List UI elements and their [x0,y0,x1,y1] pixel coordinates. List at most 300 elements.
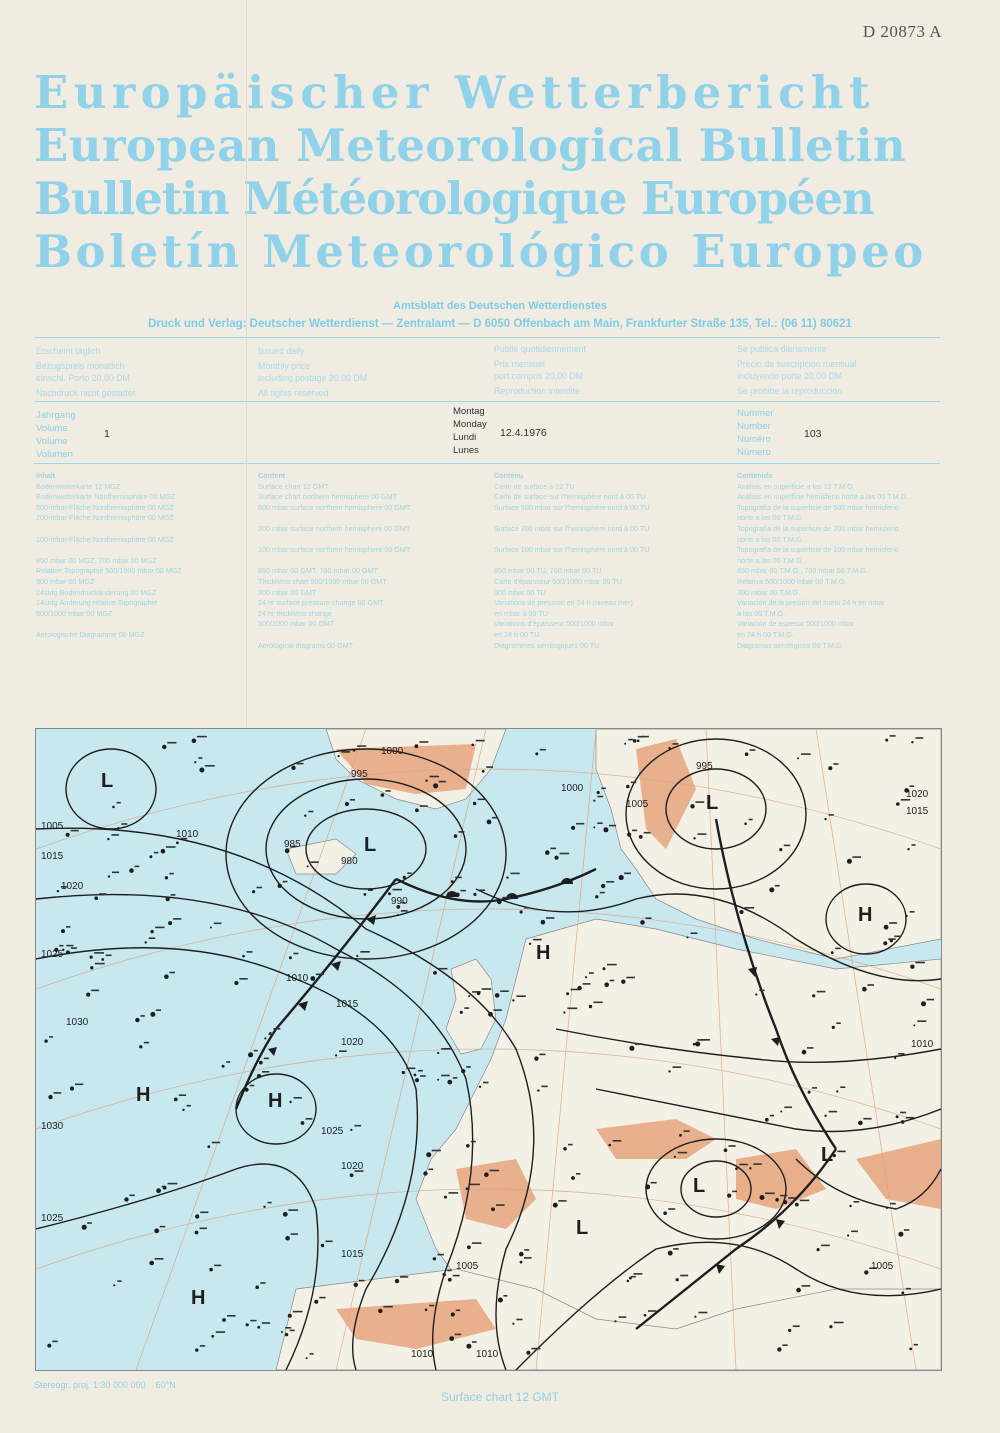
station-dot [112,806,115,809]
station-data-mark [492,817,497,819]
station-data-mark [668,1208,675,1210]
station-dot [571,1176,575,1180]
volume-value: 1 [104,428,110,440]
station-dot [192,739,197,744]
station-data-mark [910,911,915,913]
title-french: Bulletin Météorologique Européen [34,172,874,225]
station-dot [817,1248,820,1251]
low-pressure-label: L [101,770,114,792]
station-data-mark [200,1228,208,1230]
station-dot [210,927,212,929]
station-data-mark [812,1087,817,1089]
station-dot [679,1134,682,1137]
station-data-mark [200,1212,208,1214]
station-dot [257,1074,261,1078]
station-dot [506,876,508,878]
station-dot [281,1331,283,1333]
station-dot [449,1336,454,1341]
station-dot [629,1046,634,1051]
station-data-mark [631,1276,636,1278]
station-data-mark [419,741,428,743]
station-data-mark [500,990,509,992]
station-data-mark [297,763,304,765]
station-dot [156,1188,161,1193]
station-data-mark [680,1275,688,1277]
station-data-mark [66,945,73,947]
station-dot [94,896,98,900]
station-dot [849,1205,851,1207]
station-data-mark [383,1306,393,1308]
divider [34,463,940,464]
low-pressure-label: L [364,834,377,856]
station-dot [263,1206,265,1208]
station-dot [108,875,110,877]
station-data-mark [646,917,652,919]
station-dot [812,994,815,997]
station-data-mark [250,1320,256,1322]
station-dot [693,1043,696,1046]
station-data-mark [793,1325,800,1327]
station-data-mark [775,885,780,887]
station-dot [415,1078,419,1082]
station-data-mark [268,1033,273,1035]
station-data-mark [420,805,428,807]
station-dot [537,1089,539,1091]
station-dot [90,966,93,969]
station-dot [905,915,907,917]
station-dot [608,1144,611,1147]
station-dot [195,1348,198,1351]
station-data-mark [173,918,181,920]
station-dot [388,892,391,895]
station-dot [788,1329,791,1332]
station-dot [645,1184,650,1189]
station-data-mark [898,1053,904,1055]
station-data-mark [407,872,411,874]
station-data-mark [817,991,826,993]
station-data-mark [99,893,106,895]
station-dot [886,1207,888,1209]
station-data-mark [894,936,901,938]
station-dot [802,1050,807,1055]
station-data-mark [294,1097,302,1099]
station-data-mark [250,1085,255,1087]
station-data-mark [852,856,861,858]
station-dot [154,1228,159,1233]
station-data-mark [239,978,247,980]
station-dot [255,1285,259,1289]
station-data-mark [106,955,112,957]
station-dot [909,1348,912,1351]
station-dot [448,1278,452,1282]
station-dot [433,971,437,975]
station-data-mark [678,1152,687,1154]
station-data-mark [310,1353,314,1355]
station-dot [744,822,747,825]
station-data-mark [524,1257,532,1259]
station-dot [894,1057,896,1059]
high-pressure-label: H [191,1287,206,1309]
station-data-mark [910,785,914,787]
station-data-mark [385,790,390,792]
station-dot [113,1284,115,1286]
station-data-mark [613,1140,622,1142]
station-data-mark [619,1316,627,1318]
station-data-mark [524,1249,529,1251]
isobar-label: 1005 [871,1261,894,1272]
station-dot [749,1167,751,1169]
station-dot [627,833,631,837]
station-data-mark [609,825,616,827]
station-dot [668,1070,670,1072]
station-data-mark [648,1310,657,1312]
station-dot [345,802,349,806]
station-dot [61,929,65,933]
station-dot [199,768,204,773]
station-dot [619,875,624,880]
station-dot [335,1054,337,1056]
land-masses [276,729,941,1370]
station-data-mark [749,819,753,821]
high-pressure-label: H [268,1090,283,1112]
station-data-mark [359,1280,365,1282]
station-data-mark [453,1275,460,1277]
station-dot [597,791,600,794]
isobar-label: 1005 [41,821,64,832]
station-dot [163,1186,167,1190]
station-dot [306,1357,308,1359]
station-dot [425,780,427,782]
station-dot [479,1086,481,1088]
station-data-mark [339,1050,347,1052]
contents-english: Content Surface chart 12 GMT Surface chart northern hemisphere 00 GMT 500 mbar surface northern hemisphere 00 GMT 200 mbar surface northern hemisphere 00 GMT 100 mbar surface northern hemisphere 00 GMT 850 mbar 00 GMT, 700 mbar 00 GMT Thickness chart 500/1000 mbar 00 GMT 300 mbar 00 GMT 24 hr surface pressure change 00 GMT 24 hr thickness change 500/1000 mbar 00 GMT Aerological diagrams 00 GMT [258,471,411,650]
station-data-mark [912,844,916,846]
station-dot [451,880,454,883]
map-svg [36,729,941,1370]
station-data-mark [169,972,175,974]
isobar-label: 1025 [41,949,64,960]
station-data-mark [432,1150,441,1152]
station-dot [831,951,834,954]
station-data-mark [651,1182,657,1184]
station-dot [90,956,93,959]
isobar-label: 1010 [411,1349,434,1360]
meridian-line [136,729,366,1370]
station-dot [423,1171,427,1175]
station-data-mark [449,1192,459,1194]
station-data-mark [914,1344,918,1346]
station-data-mark [472,1242,482,1244]
station-data-mark [400,1276,408,1278]
isobar-label: 980 [341,856,358,867]
station-data-mark [531,1348,540,1350]
station-dot [354,1283,358,1287]
station-data-mark [753,1163,761,1165]
station-data-mark [95,963,105,965]
station-data-mark [583,983,591,985]
station-dot [780,1111,782,1113]
station-dot [321,1244,324,1247]
station-dot [70,1086,74,1090]
station-data-mark [288,1209,298,1211]
isobar-label: 1000 [561,783,584,794]
station-data-mark [476,740,485,742]
station-data-mark [533,939,542,941]
station-dot [901,1292,904,1295]
station-data-mark [770,1115,774,1117]
station-data-mark [478,799,487,801]
station-dot [921,1001,926,1006]
station-data-mark [247,951,253,953]
station-dot [397,914,399,916]
station-dot [769,887,774,892]
station-dot [727,1194,731,1198]
surface-chart-map [35,728,942,1371]
station-data-mark [214,1265,221,1267]
contents-german: Inhalt Bodenwetterkarte 12 MGZ Bodenwetterkarte Nordhemisphäre 00 MGZ 500-mbar-Fläche Nordhemisphäre 00 MGZ 200-mbar-Fläche Nordhemisphäre 00 MGZ 100-mbar-Fläche Nordhemisphäre 00 MGZ 850 mbar 00 MGZ, 700 mbar 00 MGZ Relative Topographie 500/1000 mbar 00 MGZ 300 mbar 00 MGZ 24stdg Bodendruckänderung 00 MGZ 24stdg Änderung relative Topographie 500/1000 mbar 00 MGZ Aerologische Diagramme 00 MGZ [36,471,182,639]
station-dot [101,958,104,961]
station-dot [633,739,637,743]
station-dot [795,1203,799,1207]
station-data-mark [626,977,635,979]
station-dot [207,1145,210,1148]
station-data-mark [829,814,834,816]
isobar-label: 1025 [321,1126,344,1137]
station-data-mark [260,1282,265,1284]
station-data-mark [867,984,874,986]
station-dot [168,921,172,925]
station-data-mark [342,751,350,753]
low-pressure-label: L [706,792,719,814]
station-data-mark [71,830,79,832]
station-data-mark [464,1007,469,1009]
station-dot [775,1198,779,1202]
station-dot [444,1196,447,1199]
station-data-mark [854,1201,860,1203]
station-dot [604,982,609,987]
station-dot [304,815,306,817]
station-dot [426,1152,431,1157]
station-data-mark [155,927,164,929]
title-german: Europäischer Wetterbericht [34,66,875,119]
station-dot [779,848,782,851]
station-data-mark [293,1311,303,1313]
station-dot [896,1115,899,1118]
station-data-mark [441,1075,450,1077]
station-data-mark [801,753,811,755]
station-data-mark [198,757,202,759]
number-labels: Nummer Number Numéro Número [737,408,774,458]
station-data-mark [459,831,465,833]
station-data-mark [567,1008,577,1010]
station-data-mark [168,1183,178,1185]
station-data-mark [606,881,614,883]
high-pressure-label: H [536,942,551,964]
station-data-mark [350,799,355,801]
station-data-mark [254,1050,258,1052]
station-dot [571,826,575,830]
station-data-mark [52,1341,58,1343]
station-data-mark [406,1068,415,1070]
station-data-mark [264,1058,269,1060]
station-data-mark [628,739,633,741]
station-data-mark [729,1145,736,1147]
station-dot [150,1012,155,1017]
station-dot [117,827,119,829]
station-data-mark [483,1082,489,1084]
station-data-mark [167,742,176,744]
station-data-mark [624,873,631,875]
station-dot [314,1300,318,1304]
station-dot [402,1071,405,1074]
station-dot [520,1261,523,1264]
station-data-mark [112,872,119,874]
station-dot [471,744,474,747]
station-data-mark [541,1086,547,1088]
station-data-mark [401,910,408,912]
station-dot [164,974,169,979]
station-data-mark [257,887,263,889]
station-dot [461,1069,465,1073]
station-dot [497,899,502,904]
latitude-note: 60°N [155,1380,176,1390]
station-dot [139,1045,142,1048]
station-data-mark [200,1345,205,1347]
station-dot [553,1203,558,1208]
station-dot [690,804,694,808]
station-data-mark [750,749,756,751]
station-data-mark [635,1043,643,1045]
station-data-mark [496,1204,505,1206]
station-dot [554,856,558,860]
contents-french: Contenu Carte de surface à 12 TU Carte de surface sur l'hemisphère nord à 00 TU Surface 500 mbar sur l'hemisphère nord à 00 TU Surface 200 mbar sur l'hemisphère nord à 00 TU Surface 100 mbar sur l'hemisphère nord à 00 TU 850 mbar 00 TU, 700 mbar 00 TU Carte d'épaisseur 500/1000 mbar 00 TU 300 mbar 00 TU Variations de pression en 24 h (niveau mer) en mbar à 00 TU Variations d'épaisseur 500/1000 mbar en 24 h 00 TU Diagrammes aérologiques 00 TU [494,471,650,650]
station-dot [477,991,481,995]
station-data-mark [460,890,466,892]
station-dot [864,1270,868,1274]
station-data-mark [306,1118,313,1120]
station-data-mark [589,972,594,974]
station-dot [467,1245,471,1249]
station-data-mark [917,1020,926,1022]
station-data-mark [745,907,755,909]
station-dot [364,893,367,896]
isobar-label: 1020 [61,881,84,892]
station-data-mark [156,1009,161,1011]
title-spanish: Boletín Meteorológico Europeo [34,225,927,278]
station-data-mark [66,926,70,928]
station-dot [437,1052,439,1054]
station-dot [907,848,909,850]
document-id: D 20873 A [862,22,942,41]
station-dot [176,841,179,844]
station-dot [797,757,799,759]
station-dot [836,1090,838,1092]
station-dot [338,755,340,757]
station-data-mark [268,1202,272,1204]
station-data-mark [205,765,215,767]
station-data-mark [482,988,492,990]
station-dot [285,1333,288,1336]
station-dot [858,1121,863,1126]
station-dot [847,1234,849,1236]
station-dot [211,1335,214,1338]
station-dot [82,1225,87,1230]
station-data-mark [631,782,636,784]
station-data-mark [502,897,510,899]
station-dot [668,747,670,749]
station-data-mark [429,1305,434,1307]
isobar-label: 995 [351,769,368,780]
station-dot [529,943,531,945]
station-data-mark [393,889,403,891]
station-dot [828,766,832,770]
station-data-mark [316,974,324,976]
station-dot [66,950,70,954]
station-dot [796,1288,801,1293]
station-data-mark [900,1112,906,1114]
station-data-mark [71,947,77,949]
station-data-mark [453,1077,458,1079]
station-dot [739,910,743,914]
station-dot [694,1316,696,1318]
station-dot [621,980,625,984]
notice-french: Publié quotidiennement Prix mensuel port compris 20,00 DM Reproduction interdite [494,344,586,396]
station-dot [44,1039,47,1042]
station-data-mark [472,1341,477,1343]
station-data-mark [836,1022,841,1024]
isobar-label: 1010 [286,973,309,984]
station-data-mark [560,853,570,855]
station-dot [624,743,626,745]
station-dot [278,884,282,888]
station-dot [403,876,406,879]
station-dot [291,766,295,770]
station-dot [174,1098,178,1102]
station-data-mark [600,892,605,894]
isobar-label: 1025 [41,1213,64,1224]
station-dot [487,820,492,825]
station-data-mark [821,1245,830,1247]
isobar-label: 1005 [456,1261,479,1272]
station-dot [242,955,245,958]
station-data-mark [262,1322,270,1324]
station-dot [832,1026,835,1029]
station-data-mark [447,1270,452,1272]
station-dot [209,1268,213,1272]
station-dot [285,1236,290,1241]
station-dot [195,1231,199,1235]
station-dot [473,802,476,805]
station-data-mark [889,922,897,924]
station-dot [488,1012,493,1017]
station-data-mark [197,736,207,738]
station-dot [735,1167,738,1170]
station-data-mark [601,788,606,790]
station-dot [433,783,438,788]
station-dot [350,1173,354,1177]
station-dot [48,1095,52,1099]
station-data-mark [638,736,644,738]
station-data-mark [927,999,935,1001]
station-dot [640,920,645,925]
station-dot [676,1278,679,1281]
station-dot [460,1011,463,1014]
station-dot [47,1344,51,1348]
notice-spanish: Se publica diariamente Precio de suscripción mensual incluyendo porte 20,00 DM Se prohibe la reproducción [737,344,857,396]
station-dot [644,1314,647,1317]
station-dot [222,1065,225,1068]
station-data-mark [455,877,462,879]
